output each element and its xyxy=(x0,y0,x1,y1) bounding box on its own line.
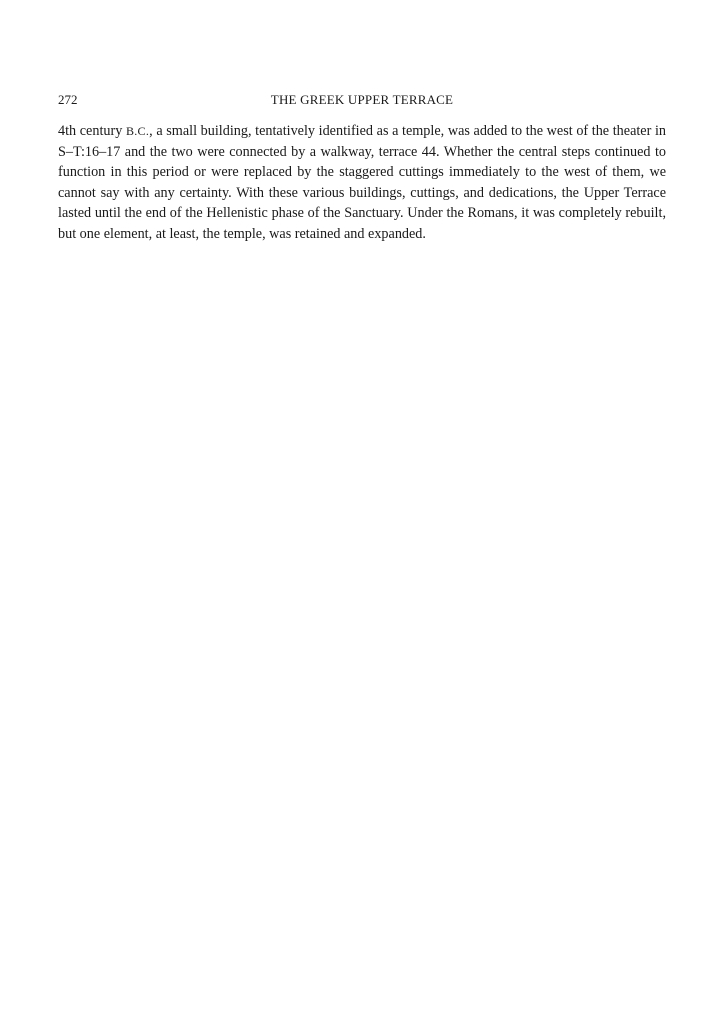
era-abbreviation: B.C. xyxy=(125,124,150,138)
running-title: THE GREEK UPPER TERRACE xyxy=(270,92,454,107)
body-text-start: 4th century xyxy=(58,123,126,139)
body-paragraph xyxy=(58,121,666,244)
page-number: 272 xyxy=(58,92,78,107)
body-text-rest: , a small building, tentatively identified as a temple, was added to the west of the theater in S–T:16–17 and the two were connected by a walkway, terrace 44. Whether the central steps continued to function in this period or were replaced by the staggered cuttings immediately to the west of them, we cannot say with any certainty. With these various buildings, cuttings, and dedications, the Upper Terrace lasted until the end of the Hellenistic phase of the Sanctuary. Under the Romans, it was completely rebuilt, but one element, at least, the temple, was retained and expanded. xyxy=(58,123,666,242)
running-head xyxy=(58,92,666,110)
